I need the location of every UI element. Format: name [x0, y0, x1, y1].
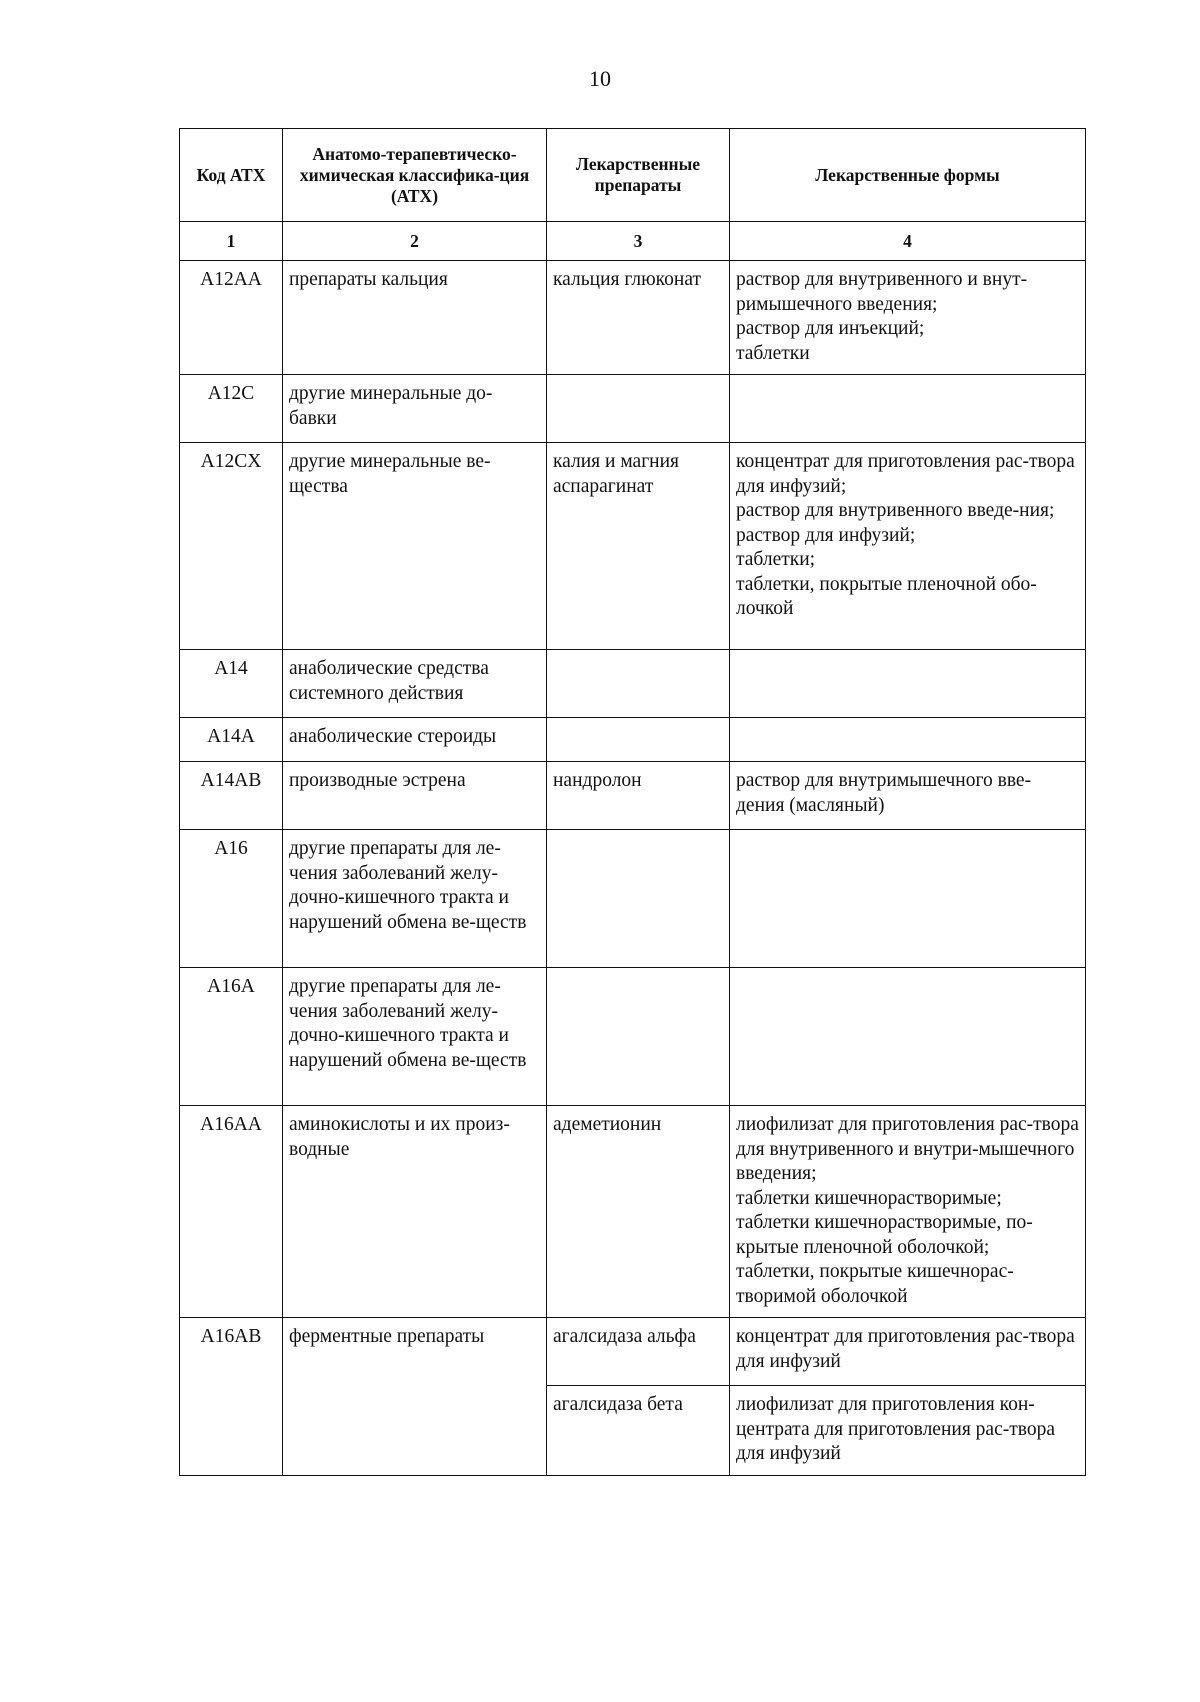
column-number: 1	[180, 222, 283, 261]
table-row	[180, 261, 1086, 375]
dosage-form-item: раствор для инфузий;	[736, 524, 916, 546]
column-number: 3	[547, 222, 730, 261]
dosage-forms-cell	[730, 1106, 1086, 1318]
dosage-form-item: раствор для внутримышечного вве-дения (масляный)	[736, 770, 1032, 816]
dosage-form-item: раствор для внутривенного введе-ния;	[736, 500, 1055, 521]
drug-cell	[547, 968, 730, 1106]
atc-code-cell: A14AB	[180, 762, 283, 830]
dosage-form-item: таблетки	[736, 342, 810, 364]
classification-cell: ферментные препараты	[283, 1318, 547, 1476]
dosage-forms-cell	[730, 968, 1086, 1106]
header-drugs: Лекарственные препараты	[547, 129, 730, 222]
drug-cell	[547, 830, 730, 968]
dosage-forms-cell	[730, 830, 1086, 968]
atc-code-cell: A16AB	[180, 1318, 283, 1476]
dosage-form-item: лиофилизат для приготовления рас-твора для внутривенного и внутри-мышечного введения;	[736, 1114, 1079, 1184]
column-number-row	[180, 222, 1086, 261]
table-row	[180, 830, 1086, 968]
table-row	[180, 375, 1086, 443]
atc-code-cell: A16AA	[180, 1106, 283, 1318]
dosage-forms-cell	[730, 443, 1086, 650]
table-row	[180, 443, 1086, 650]
drug-cell: кальция глюконат	[547, 261, 730, 375]
dosage-forms-cell	[730, 261, 1086, 375]
dosage-form-item: концентрат для приготовления рас-твора для инфузий	[736, 1326, 1075, 1372]
column-number: 4	[730, 222, 1086, 261]
table-row	[180, 650, 1086, 718]
header-dosage-forms: Лекарственные формы	[730, 129, 1086, 222]
dosage-forms-cell	[730, 762, 1086, 830]
classification-cell: анаболические стероиды	[283, 718, 547, 762]
dosage-form-item: таблетки кишечнорастворимые, по-крытые пленочной оболочкой;	[736, 1212, 1033, 1258]
table-body	[180, 261, 1086, 1476]
atc-code-cell: A14	[180, 650, 283, 718]
atc-code-cell: A12CX	[180, 443, 283, 650]
dosage-forms-cell	[730, 718, 1086, 762]
classification-cell: другие минеральные до-бавки	[283, 375, 547, 443]
table-row	[180, 1318, 1086, 1386]
dosage-form-item: таблетки;	[736, 549, 816, 570]
atc-code-cell: A14A	[180, 718, 283, 762]
classification-cell: другие минеральные ве-щества	[283, 443, 547, 650]
drug-cell: калия и магния аспарагинат	[547, 443, 730, 650]
atc-code-cell: A16A	[180, 968, 283, 1106]
classification-cell: производные эстрена	[283, 762, 547, 830]
drug-cell: агалсидаза бета	[547, 1386, 730, 1476]
drug-cell	[547, 718, 730, 762]
dosage-form-item: раствор для внутривенного и внут-римышечного введения;	[736, 269, 1028, 315]
atc-code-cell: A12AA	[180, 261, 283, 375]
dosage-forms-cell	[730, 1386, 1086, 1476]
dosage-form-item: раствор для инъекций;	[736, 318, 925, 339]
classification-cell: аминокислоты и их произ-водные	[283, 1106, 547, 1318]
drug-cell: нандролон	[547, 762, 730, 830]
dosage-form-item: таблетки, покрытые пленочной обо-лочкой	[736, 573, 1037, 619]
drug-cell: адеметионин	[547, 1106, 730, 1318]
dosage-forms-cell	[730, 375, 1086, 443]
drug-cell	[547, 650, 730, 718]
dosage-form-item: лиофилизат для приготовления кон-центрата для приготовления рас-твора для инфузий	[736, 1394, 1055, 1464]
atc-table	[179, 128, 1086, 1476]
table-row	[180, 968, 1086, 1106]
drug-cell	[547, 375, 730, 443]
page-number: 10	[589, 66, 611, 91]
classification-cell: другие препараты для ле-чения заболеваний желу-дочно-кишечного тракта и нарушений обмена ве-ществ	[283, 968, 547, 1106]
dosage-forms-cell	[730, 650, 1086, 718]
classification-cell: анаболические средства системного действия	[283, 650, 547, 718]
drug-cell: агалсидаза альфа	[547, 1318, 730, 1386]
atc-code-cell: A12C	[180, 375, 283, 443]
table-row	[180, 1106, 1086, 1318]
dosage-forms-cell	[730, 1318, 1086, 1386]
classification-cell: препараты кальция	[283, 261, 547, 375]
table-row	[180, 762, 1086, 830]
dosage-form-item: концентрат для приготовления рас-твора для инфузий;	[736, 451, 1075, 497]
dosage-form-item: таблетки кишечнорастворимые;	[736, 1187, 1002, 1209]
table-header-row	[180, 129, 1086, 222]
atc-code-cell: A16	[180, 830, 283, 968]
header-atc-code: Код АТХ	[180, 129, 283, 222]
table-row	[180, 718, 1086, 762]
column-number: 2	[283, 222, 547, 261]
header-classification: Анатомо-терапевтическо-химическая классифика-ция (АТХ)	[283, 129, 547, 222]
dosage-form-item: таблетки, покрытые кишечнорас-творимой оболочкой	[736, 1261, 1014, 1307]
classification-cell: другие препараты для ле-чения заболеваний желу-дочно-кишечного тракта и нарушений обмена ве-ществ	[283, 830, 547, 968]
